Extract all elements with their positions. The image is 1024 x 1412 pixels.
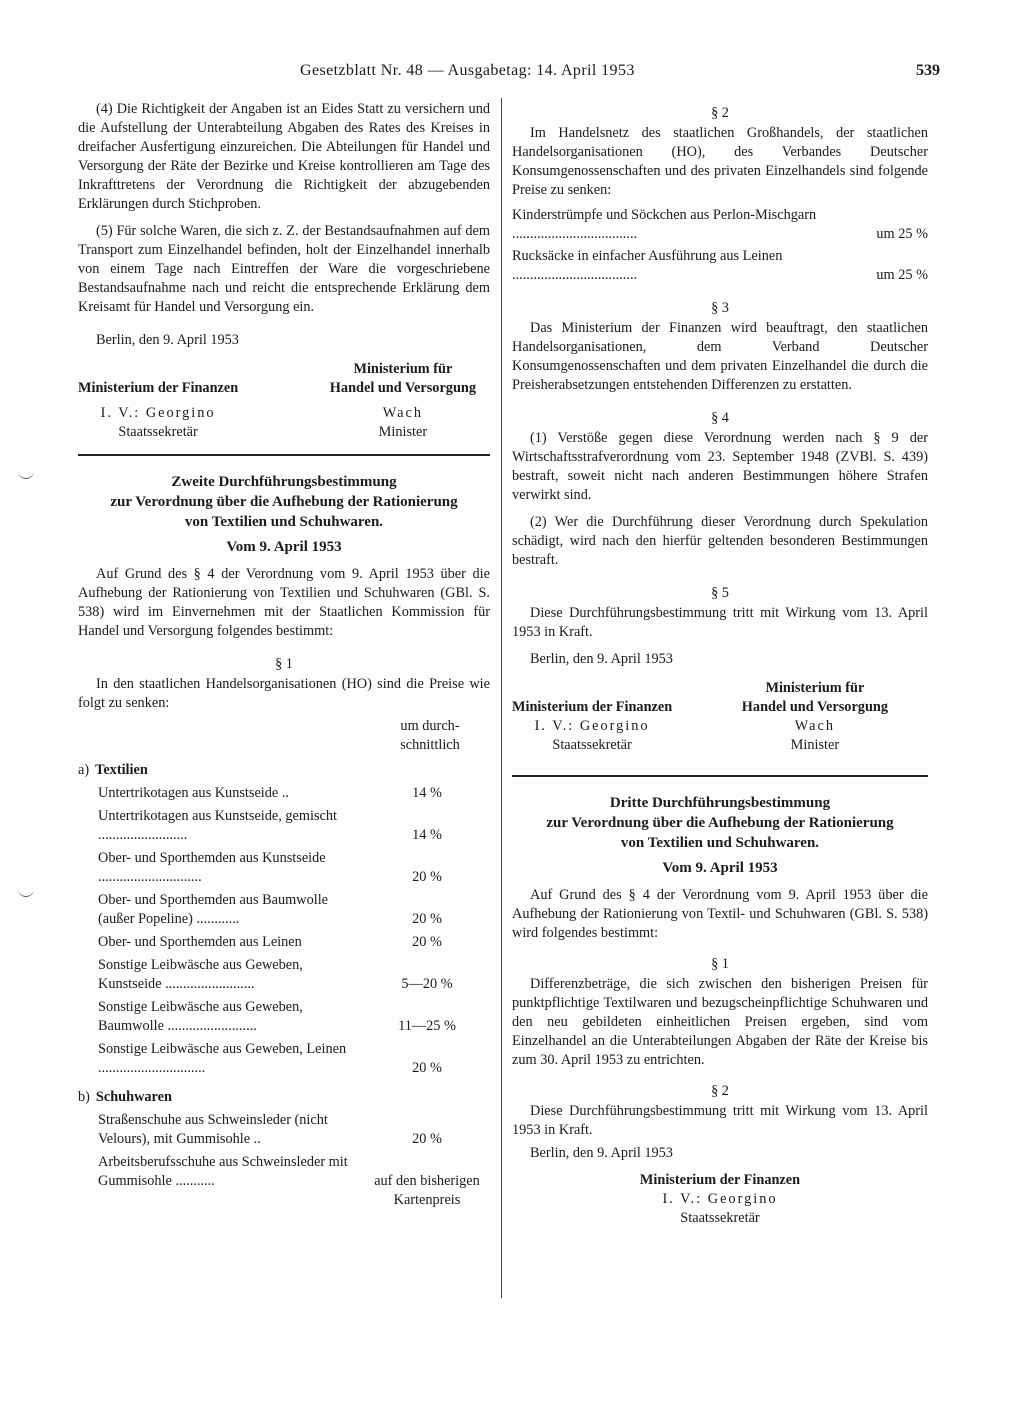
section-heading: § 1 (711, 956, 729, 972)
decree-title-line1: Zweite Durchführungsbestimmung (171, 474, 397, 490)
section-heading: § 2 (711, 105, 729, 121)
section-heading: § 5 (711, 585, 729, 601)
section-heading: § 2 (711, 1083, 729, 1099)
signature-name: I. V.: Georgino (100, 405, 216, 421)
decree-title-line3: von Textilien und Schuhwaren. (620, 835, 820, 851)
price-item: Arbeitsberufsschuhe aus Schweinsleder mit Gummisohle ........... auf den bisherigen Kartenpreis (98, 1154, 480, 1208)
signature-name: I. V.: Georgino (662, 1191, 778, 1207)
section-rule (78, 454, 490, 456)
decree-title-line1: Dritte Durchführungsbestimmung (609, 795, 831, 811)
signature-role: Minister (790, 737, 840, 753)
decree-title-line3: von Textilien und Schuhwaren. (184, 514, 384, 530)
category-label: b) (78, 1089, 90, 1105)
price-item: Sonstige Leibwäsche aus Geweben, Kunstseide ......................... 5—20 % (98, 957, 453, 992)
signature-ministry-line1: Ministerium für (765, 680, 865, 696)
section-heading: § 1 (275, 656, 293, 672)
price-item: Ober- und Sporthemden aus Kunstseide ............................. 20 % (98, 850, 442, 885)
category-label: a) (78, 762, 90, 778)
column-header (78, 717, 490, 755)
signature-ministry: Ministerium der Finanzen (78, 380, 239, 396)
price-item: Sonstige Leibwäsche aus Geweben, Baumwolle ......................... 11—25 % (98, 999, 456, 1034)
section-heading: § 4 (711, 410, 729, 426)
section-heading: § 3 (711, 300, 729, 316)
signature-role: Staatssekretär (680, 1210, 760, 1226)
category-b (78, 1088, 490, 1107)
category-name: Schuhwaren (95, 1089, 172, 1105)
signature-ministry: Ministerium der Finanzen (512, 699, 673, 715)
signature-role: Staatssekretär (552, 737, 632, 753)
signature-name: Wach (794, 718, 835, 734)
signature-block (512, 679, 928, 755)
textilien-list (78, 784, 490, 1078)
decree-date: Vom 9. April 1953 (226, 539, 342, 555)
page-number: 539 (916, 62, 940, 79)
signature-ministry-line2: Handel und Versorgung (329, 380, 476, 396)
signature-name: Wach (382, 405, 423, 421)
price-item: Sonstige Leibwäsche aus Geweben, Leinen .............................. 20 % (98, 1041, 442, 1076)
section-4-paragraph-2: (2) Wer die Durchführung dieser Verordnung durch Spekulation schädigt, wird nach den hierfür geltenden besonderen Bestimmungen bestraft. (512, 514, 928, 568)
section-2-text: Im Handelsnetz des staatlichen Großhandels, der staatlichen Handelsorganisationen (HO), des Verbandes Deutscher Konsumgenossenschaften und des privaten Einzelhandels sind folgende Preise zu senken: (512, 125, 928, 198)
signature-block (78, 360, 490, 442)
decree-date: Vom 9. April 1953 (662, 860, 778, 876)
column-header-line2: schnittlich (400, 737, 460, 753)
margin-mark (18, 888, 34, 897)
left-column (78, 100, 490, 1214)
section-2-text: Diese Durchführungsbestimmung tritt mit Wirkung vom 13. April 1953 in Kraft. (512, 1103, 928, 1138)
category-name: Textilien (95, 762, 148, 778)
signature-role: Minister (378, 424, 428, 440)
signature-ministry-line1: Ministerium für (353, 361, 453, 377)
place-date: Berlin, den 9. April 1953 (530, 651, 673, 667)
paragraph-4: (4) Die Richtigkeit der Angaben ist an Eides Statt zu versichern und die Aufstellung der Unterabteilung Abgaben des Rates des Kreises in dreifacher Ausfertigung einzureichen. Die Abteilungen für Handel und Versorgung der Räte der Bezirke und Kreise kontrollieren am Tage des Inkrafttretens der Verordnung die Richtigkeit der abzugebenden Erklärungen durch Stichproben. (78, 101, 490, 212)
signature-trade (742, 679, 888, 755)
column-divider (501, 98, 502, 1298)
decree-title-line2: zur Verordnung über die Aufhebung der Rationierung (110, 494, 458, 510)
price-item: Rucksäcke in einfacher Ausführung aus Leinen ................................... um 25 % (512, 248, 928, 283)
section-2-items (512, 206, 928, 285)
section-4-paragraph-1: (1) Verstöße gegen diese Verordnung werden nach § 9 der Wirtschaftsstrafverordnung vom 23. September 1948 (ZVBl. S. 439) bestraft, soweit nicht nach anderen Bestimmungen höhere Strafen verwirkt sind. (512, 430, 928, 503)
signature-trade (330, 360, 476, 442)
paragraph-5: (5) Für solche Waren, die sich z. Z. der Bestandsaufnahmen auf dem Transport zum Einzelhandel befinden, holt der Einzelhandel innerhalb von einem Tage nach Eintreffen der Ware die vorgeschriebene Bestandsaufnahme nach und reicht die entsprechende Erklärung dem Kreisamt für Handel und Versorgung ein. (78, 223, 490, 315)
section-1-text: Differenzbeträge, die sich zwischen den bisherigen Preisen für punktpflichtige Textilwaren und bezugscheinpflichtige Schuhwaren und den neu gebildeten einheitlichen Preisen ergeben, sind vom Einzelhandel an die Unterabteilungen Abgaben der Räte der Kreise bis zum 30. April 1953 zu entrichten. (512, 976, 928, 1068)
price-item: Straßenschuhe aus Schweinsleder (nicht Velours), mit Gummisohle .. 20 % (98, 1112, 442, 1147)
section-rule (512, 775, 928, 777)
section-1-text: In den staatlichen Handelsorganisationen (HO) sind die Preise wie folgt zu senken: (78, 676, 490, 711)
price-item: Untertrikotagen aus Kunstseide .. 14 % (98, 785, 442, 801)
price-item: Ober- und Sporthemden aus Baumwolle (außer Popeline) ............ 20 % (98, 892, 442, 927)
category-a (78, 761, 490, 780)
place-date: Berlin, den 9. April 1953 (530, 1145, 673, 1161)
final-signature (512, 1171, 928, 1228)
margin-mark (18, 470, 34, 479)
signature-role: Staatssekretär (118, 424, 198, 440)
price-item: Untertrikotagen aus Kunstseide, gemischt ......................... 14 % (98, 808, 442, 843)
signature-ministry: Ministerium der Finanzen (639, 1172, 801, 1188)
signature-ministry-line2: Handel und Versorgung (741, 699, 888, 715)
price-item: Ober- und Sporthemden aus Leinen 20 % (98, 934, 442, 950)
signature-finance (78, 360, 238, 442)
decree-intro: Auf Grund des § 4 der Verordnung vom 9. April 1953 über die Aufhebung der Rationierung von Textil- und Schuhwaren (GBl. S. 538) wird folgendes bestimmt: (512, 887, 928, 941)
column-header-line1: um durch- (400, 718, 460, 734)
section-3-text: Das Ministerium der Finanzen wird beauftragt, den staatlichen Handelsorganisationen, dem Verband Deutscher Konsumgenossenschaften und dem privaten Einzelhandel die durch die Preisherabsetzungen entstehenden Differenzen zu erstatten. (512, 320, 928, 393)
schuhwaren-list (78, 1111, 490, 1210)
section-5-text: Diese Durchführungsbestimmung tritt mit Wirkung vom 13. April 1953 in Kraft. (512, 605, 928, 640)
place-date: Berlin, den 9. April 1953 (96, 332, 239, 348)
signature-finance (512, 679, 672, 755)
signature-name: I. V.: Georgino (534, 718, 650, 734)
page-header (300, 62, 940, 86)
decree-intro: Auf Grund des § 4 der Verordnung vom 9. April 1953 über die Aufhebung der Rationierung von Textilien und Schuhwaren (GBl. S. 538) wird im Einvernehmen mit der Staatlichen Kommission für Handel und Versorgung folgendes bestimmt: (78, 566, 490, 639)
decree-title-line2: zur Verordnung über die Aufhebung der Rationierung (546, 815, 894, 831)
header-title: Gesetzblatt Nr. 48 — Ausgabetag: 14. April 1953 (300, 62, 635, 79)
price-item: Kinderstrümpfe und Söckchen aus Perlon-Mischgarn ................................... um 25 % (512, 207, 928, 242)
right-column (512, 100, 928, 1228)
